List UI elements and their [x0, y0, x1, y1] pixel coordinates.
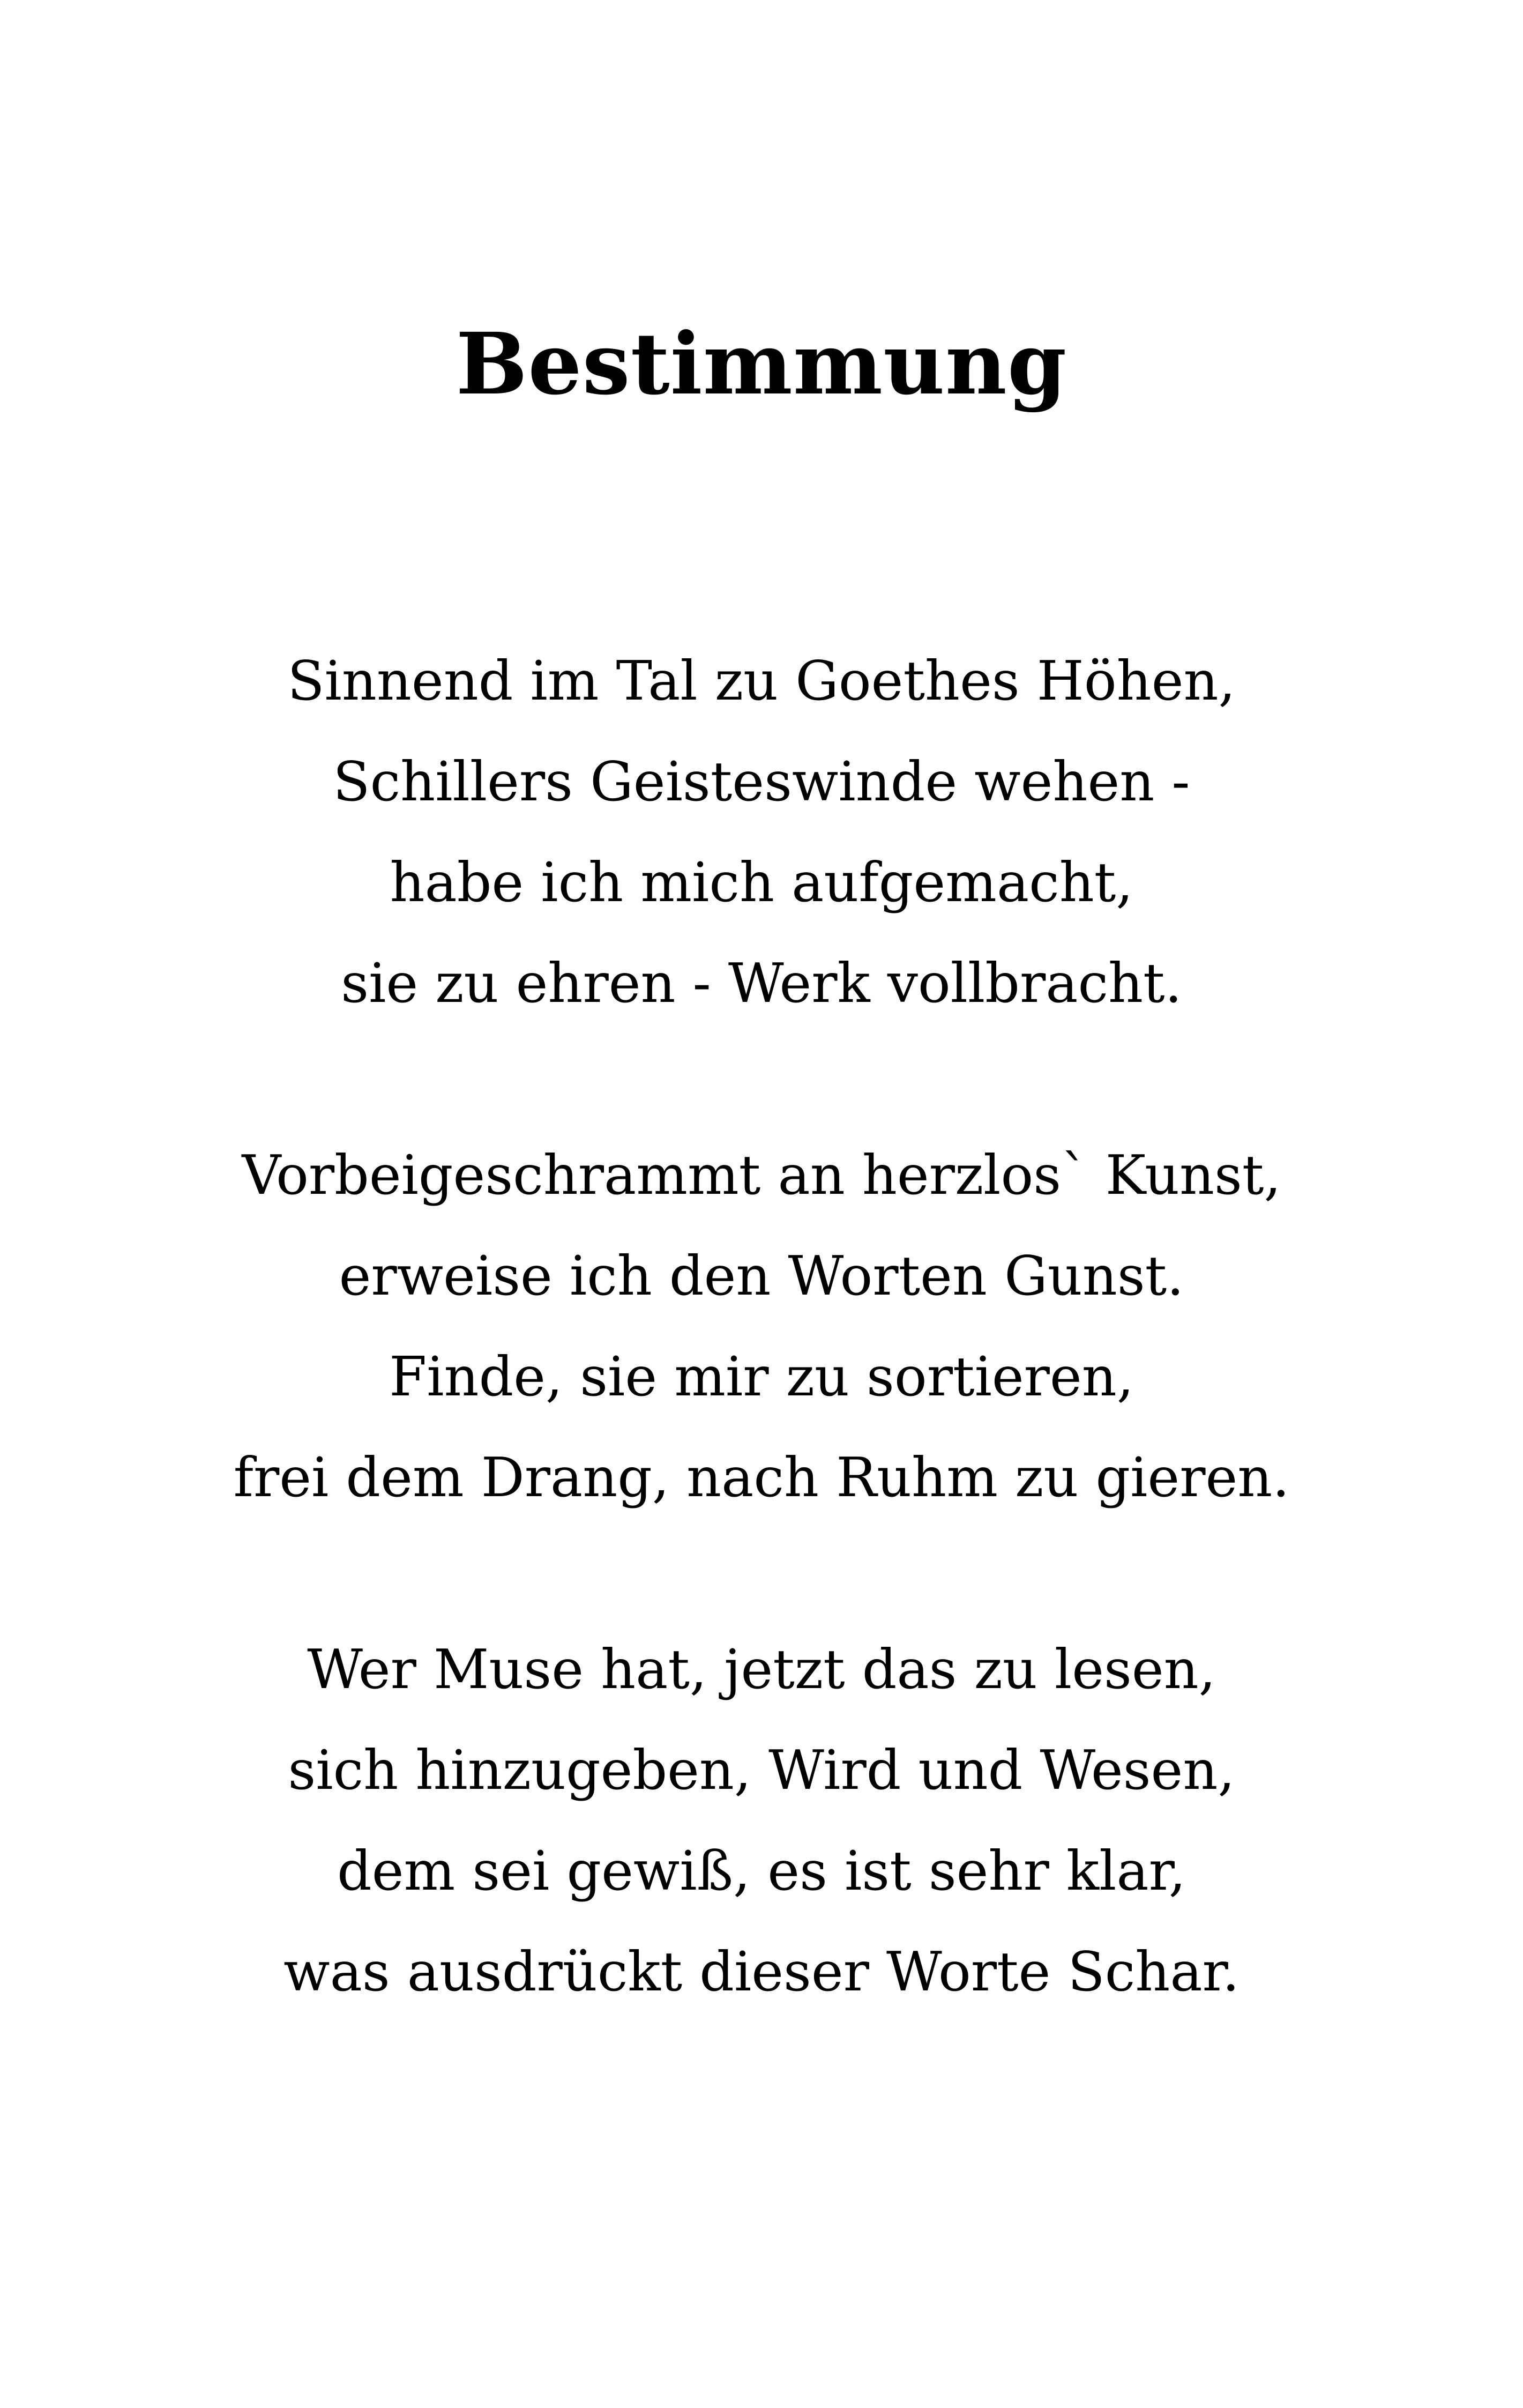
- poem-line: sich hinzugeben, Wird und Wesen,: [288, 1738, 1235, 1802]
- poem-line: Vorbeigeschrammt an herzlos` Kunst,: [242, 1143, 1281, 1207]
- stanza-2: [0, 1125, 1523, 1528]
- poem-line: sie zu ehren - Werk vollbracht.: [341, 952, 1182, 1015]
- poem-line: Sinnend im Tal zu Goethes Höhen,: [287, 649, 1236, 712]
- poem-line: Wer Muse hat, jetzt das zu lesen,: [307, 1638, 1216, 1701]
- poem-line: erweise ich den Worten Gunst.: [339, 1244, 1184, 1307]
- poem-line: Schillers Geisteswinde wehen -: [333, 750, 1190, 813]
- stanza-1: [0, 630, 1523, 1034]
- stanza-3: [0, 1619, 1523, 2022]
- poem-line: habe ich mich aufgemacht,: [390, 851, 1133, 914]
- poem-line: dem sei gewiß, es ist sehr klar,: [337, 1839, 1186, 1902]
- poem-line: was ausdrückt dieser Worte Schar.: [283, 1940, 1240, 2003]
- poem-line: Finde, sie mir zu sortieren,: [389, 1345, 1134, 1408]
- poem-title: Bestimmung: [456, 315, 1067, 414]
- poem-line: frei dem Drang, nach Ruhm zu gieren.: [233, 1446, 1290, 1509]
